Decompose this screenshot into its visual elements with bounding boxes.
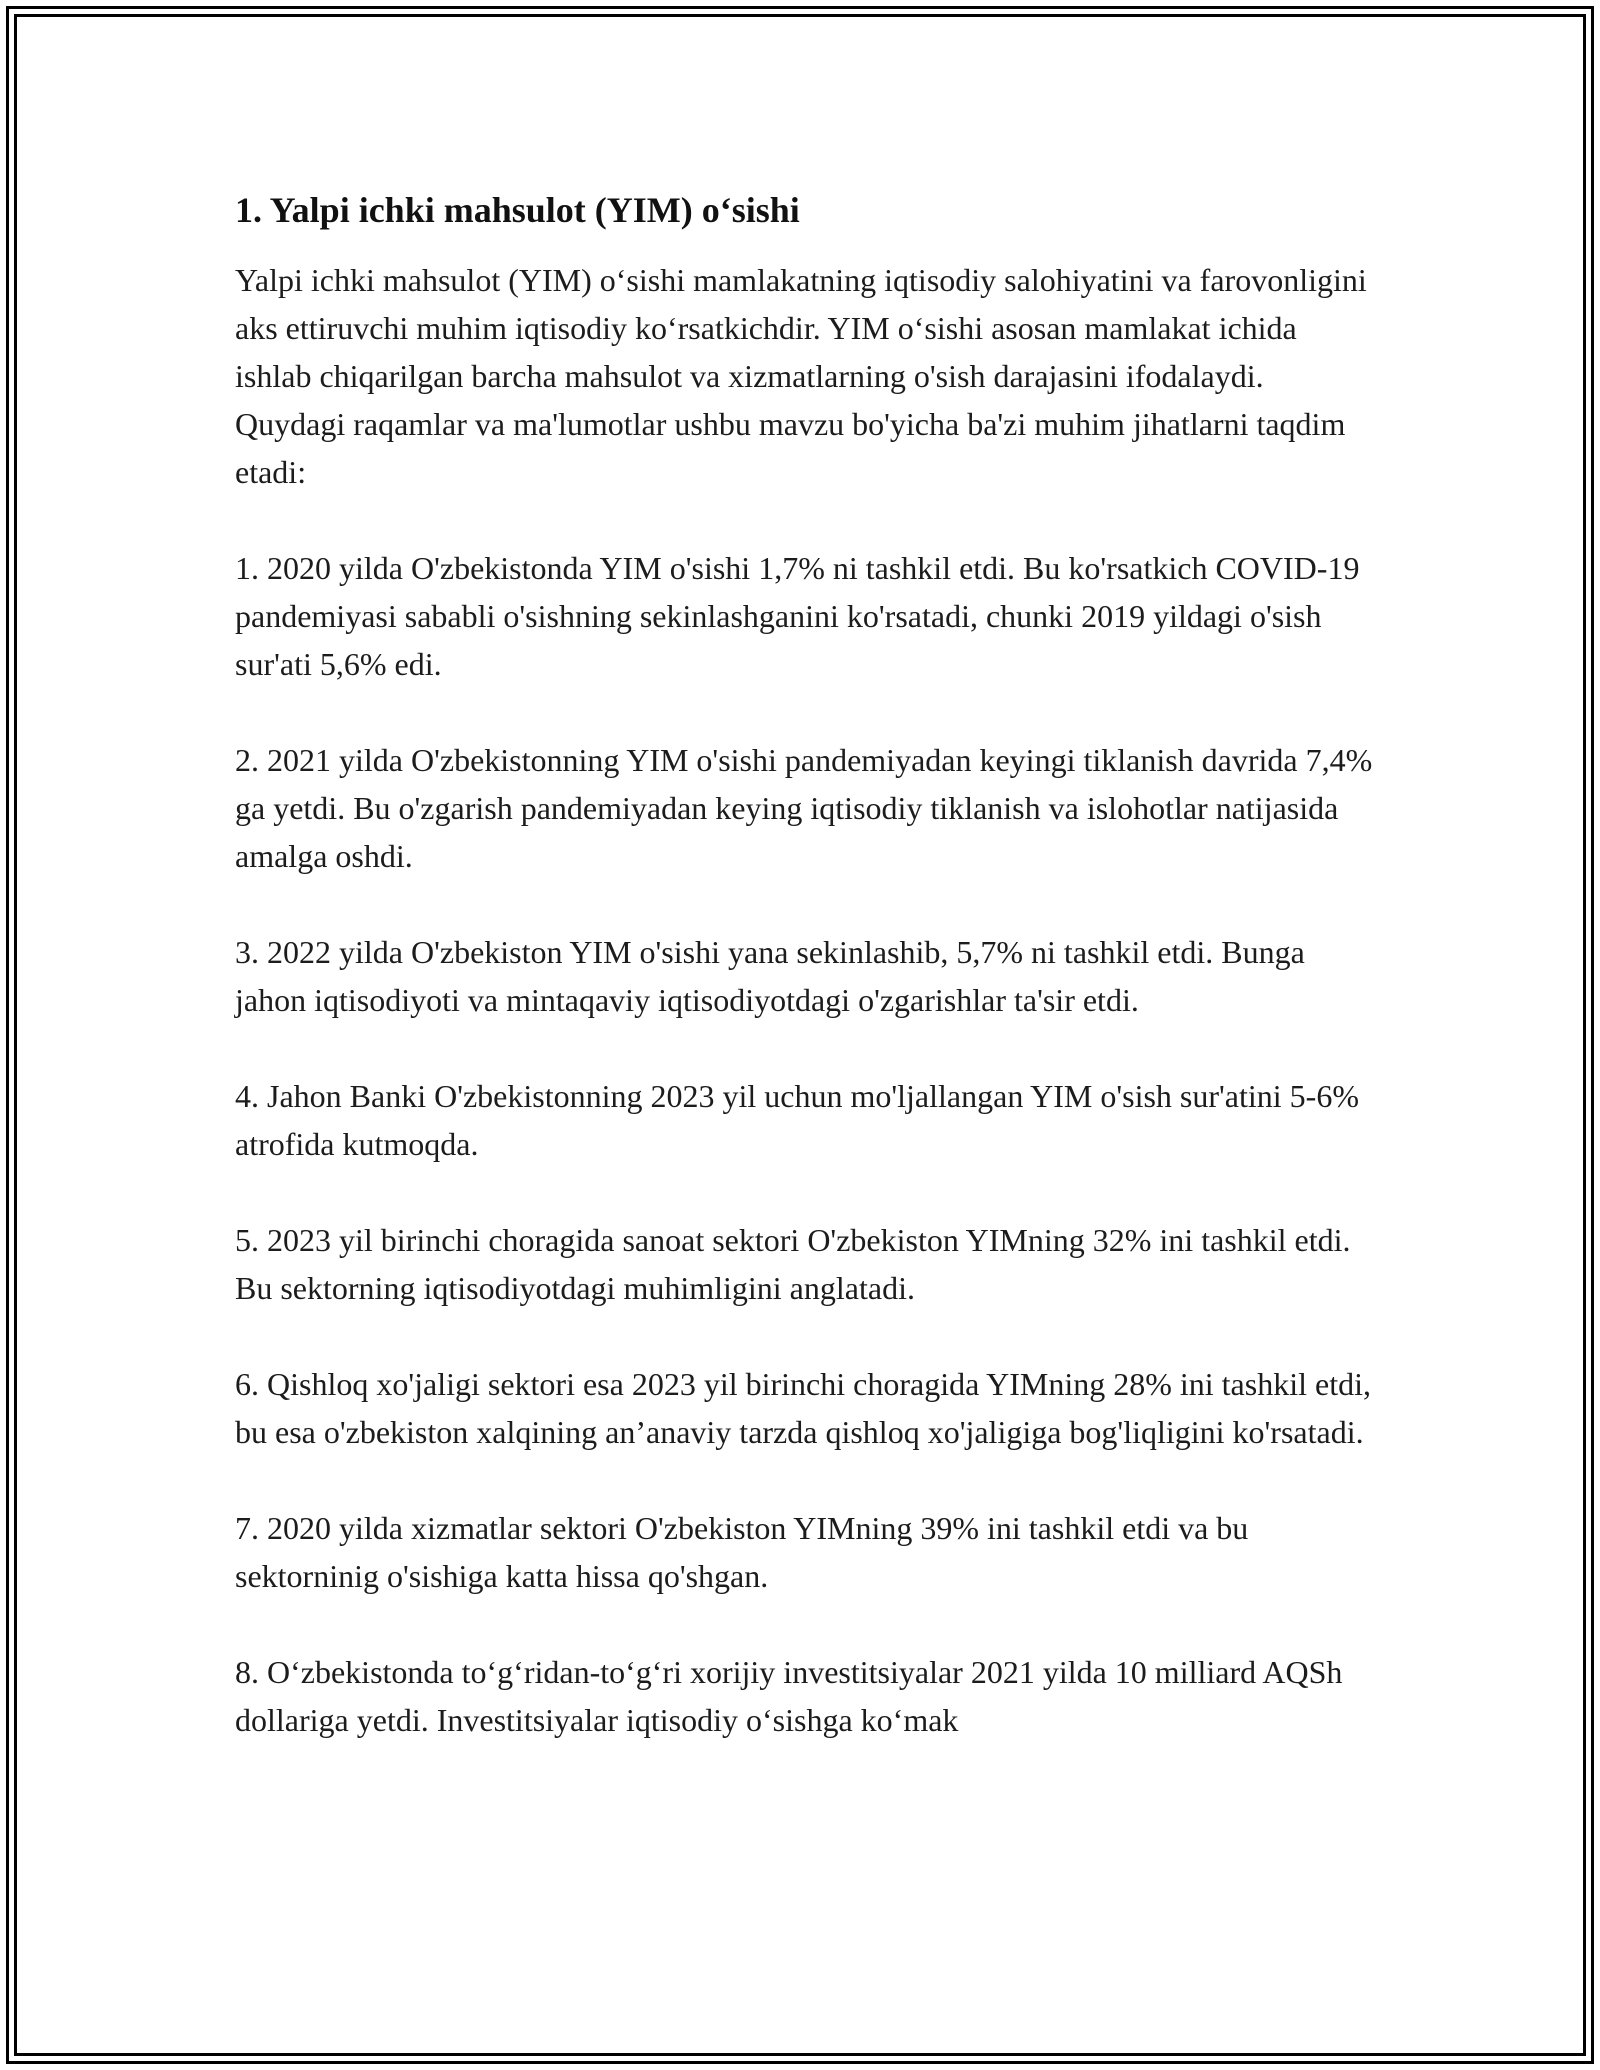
list-item: 6. Qishloq xo'jaligi sektori esa 2023 yil birinchi choragida YIMning 28% ini tashkil etdi, bu esa o'zbekiston xalqining an’anaviy tarzda qishloq xo'jaligiga bog'liqligini ko'rsatadi. (235, 1366, 1371, 1450)
list-item: 7. 2020 yilda xizmatlar sektori O'zbekiston YIMning 39% ini tashkil etdi va bu sektorninig o'sishiga katta hissa qo'shgan. (235, 1510, 1249, 1594)
list-item: 8. O‘zbekistonda to‘g‘ridan-to‘g‘ri xorijiy investitsiyalar 2021 yilda 10 milliard AQSh dollariga yetdi. Investitsiyalar iqtisodiy o‘sishga ko‘mak (235, 1654, 1343, 1738)
list-item: 4. Jahon Banki O'zbekistonning 2023 yil uchun mo'ljallangan YIM o'sish sur'atini 5-6% atrofida kutmoqda. (235, 1078, 1359, 1162)
list-item: 3. 2022 yilda O'zbekiston YIM o'sishi yana sekinlashib, 5,7% ni tashkil etdi. Bunga jahon iqtisodiyoti va mintaqaviy iqtisodiyotdagi o'zgarishlar ta'sir etdi. (235, 934, 1305, 1018)
document-body (235, 186, 1375, 1792)
list-item: 1. 2020 yilda O'zbekistonda YIM o'sishi 1,7% ni tashkil etdi. Bu ko'rsatkich COVID-19 pandemiyasi sababli o'sishning sekinlashganini ko'rsatadi, chunki 2019 yildagi o'sish sur'ati 5,6% edi. (235, 550, 1360, 682)
intro-paragraph: Yalpi ichki mahsulot (YIM) o‘sishi mamlakatning iqtisodiy salohiyatini va farovonligini aks ettiruvchi muhim iqtisodiy ko‘rsatkichdir. YIM o‘sishi asosan mamlakat ichida ishlab chiqarilgan barcha mahsulot va xizmatlarning o'sish darajasini ifodalaydi. Quydagi raqamlar va ma'lumotlar ushbu mavzu bo'yicha ba'zi muhim jihatlarni taqdim etadi: (235, 262, 1367, 490)
list-item: 5. 2023 yil birinchi choragida sanoat sektori O'zbekiston YIMning 32% ini tashkil etdi. Bu sektorning iqtisodiyotdagi muhimligini anglatadi. (235, 1222, 1351, 1306)
list-item: 2. 2021 yilda O'zbekistonning YIM o'sishi pandemiyadan keyingi tiklanish davrida 7,4% ga yetdi. Bu o'zgarish pandemiyadan keying iqtisodiy tiklanish va islohotlar natijasida amalga oshdi. (235, 742, 1373, 874)
section-heading: 1. Yalpi ichki mahsulot (YIM) o‘sishi (235, 190, 800, 230)
